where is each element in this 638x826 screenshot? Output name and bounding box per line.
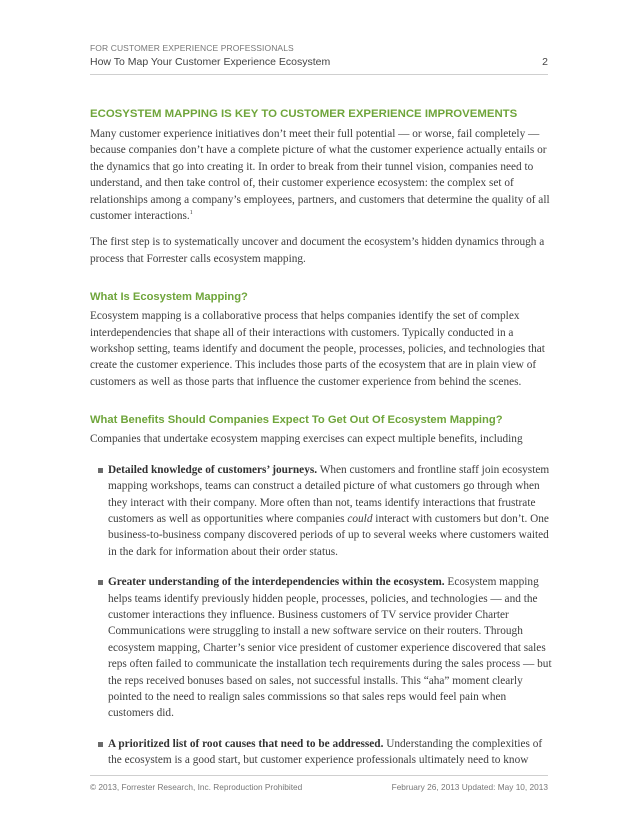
what-is-paragraph: Ecosystem mapping is a collaborative process that helps companies identify the set of complex interdependencies that shape all of their interactions with customers. Typically conducted in a workshop setting, teams identify and document the people, processes, policies, and technologies that create the customer experience. This includes those parts of the ecosystem that are in plain view of customers as well as those parts that influence the customer experience from behind the scenes. bbox=[90, 310, 545, 388]
header-divider bbox=[90, 74, 548, 75]
list-item-lead: Detailed knowledge of customers’ journeys. bbox=[108, 463, 318, 476]
footer-row bbox=[90, 782, 548, 792]
list-item-emphasis: could bbox=[347, 512, 373, 525]
footer-date: February 26, 2013 Updated: May 10, 2013 bbox=[391, 782, 548, 792]
page-content bbox=[90, 106, 552, 783]
header-row bbox=[90, 54, 548, 70]
list-item bbox=[108, 462, 552, 560]
footer-divider bbox=[90, 775, 548, 776]
list-item bbox=[108, 736, 552, 769]
list-item-lead: A prioritized list of root causes that need to be addressed. bbox=[108, 737, 384, 750]
intro-paragraph bbox=[90, 126, 552, 224]
header-kicker: FOR CUSTOMER EXPERIENCE PROFESSIONALS bbox=[90, 43, 294, 53]
bullet-square-icon bbox=[98, 468, 103, 473]
page-number: 2 bbox=[542, 56, 548, 68]
benefits-intro: Companies that undertake ecosystem mapping exercises can expect multiple benefits, including bbox=[90, 433, 523, 446]
list-item-text: When customers and frontline staff join ecosystem mapping workshops, teams can construct a detailed picture of what customers go through when they interact with their company. More often than not, teams identify interactions that frustrate customers as well as opportunities where companies bbox=[108, 463, 550, 525]
benefits-heading: What Benefits Should Companies Expect To Get Out Of Ecosystem Mapping? bbox=[90, 414, 503, 427]
list-item-text: Understanding the complexities of the ecosystem is a good start, but customer experience professionals ultimately need to know bbox=[108, 737, 543, 767]
page-footer bbox=[90, 775, 548, 792]
page-header bbox=[90, 42, 548, 75]
list-item bbox=[108, 574, 552, 722]
footnote-marker[interactable]: 1 bbox=[189, 210, 193, 217]
list-item-text: Ecosystem mapping helps teams identify previously hidden people, processes, policies, and technologies — and the customer interactions they influence. Business customers of TV service provider Charter Communications were struggling to install a new software service on their routers. Through ecosystem mapping, Charter’s senior vice president of customer experience discovered that sales reps often failed to communicate the installation tech requirements during the sales process — but the reps received bonuses based on sales, not successful installs. This “aha” moment clearly pointed to the need to realign sales commissions so that sales reps would feel pain when customers did. bbox=[108, 576, 552, 720]
benefits-list bbox=[90, 462, 552, 769]
footer-copyright: © 2013, Forrester Research, Inc. Reproduction Prohibited bbox=[90, 782, 303, 792]
bullet-square-icon bbox=[98, 580, 103, 585]
first-step-paragraph: The first step is to systematically uncover and document the ecosystem’s hidden dynamics through a process that Forrester calls ecosystem mapping. bbox=[90, 236, 545, 265]
header-title: How To Map Your Customer Experience Ecosystem bbox=[90, 56, 331, 68]
intro-paragraph-text: Many customer experience initiatives don’t meet their full potential — or worse, fail completely — because companies don’t have a complete picture of what the customer experience actually entails or the dynamics that go into creating it. In order to break from their tunnel vision, companies need to understand, and then take control of, their customer experience ecosystem: the complex set of relationships among a company’s employees, partners, and customers that determine the quality of all customer interactions. bbox=[90, 128, 550, 223]
bullet-square-icon bbox=[98, 742, 103, 747]
list-item-lead: Greater understanding of the interdependencies within the ecosystem. bbox=[108, 576, 445, 589]
section-heading: ECOSYSTEM MAPPING IS KEY TO CUSTOMER EXPERIENCE IMPROVEMENTS bbox=[90, 108, 518, 120]
what-is-heading: What Is Ecosystem Mapping? bbox=[90, 291, 248, 304]
list-item-text-cont: interact with customers but don’t. One business-to-business company discovered periods of up to several weeks where customers waited in the dark for information about their order status. bbox=[108, 512, 549, 558]
